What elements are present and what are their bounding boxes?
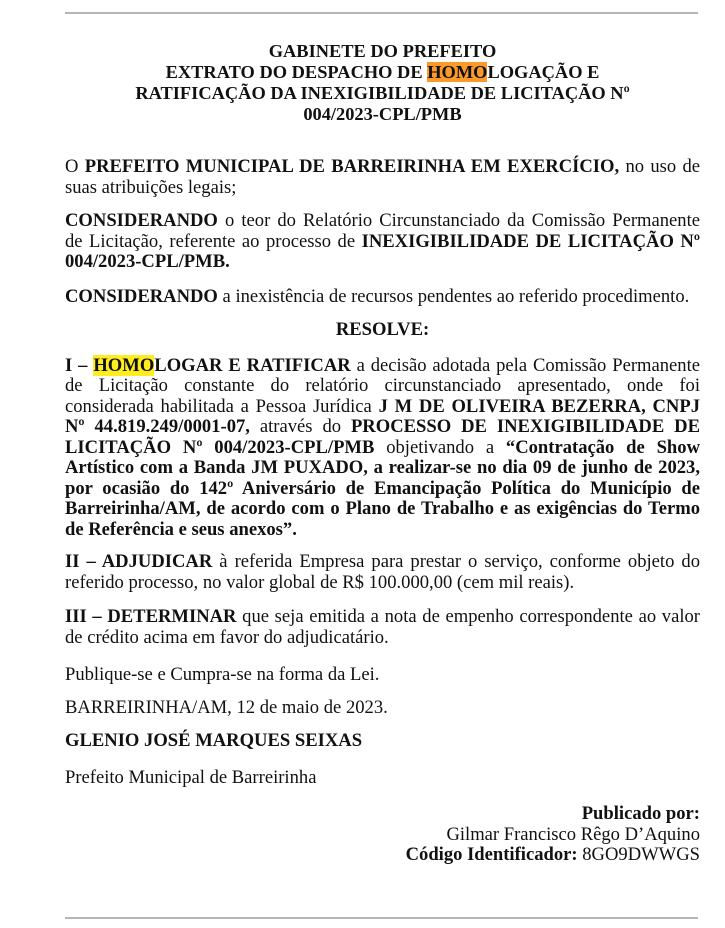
identifier-code-value: 8GO9DWWGS [577,844,700,865]
process-reference: INEXIGIBILIDADE DE LICITAÇÃO Nº 004/2023-CPL/PMB. [65,230,700,272]
title-text: LOGAÇÃO E [487,62,600,82]
considerando-paragraph-1 [65,211,700,273]
item-ii-paragraph [65,552,700,593]
bottom-divider [65,917,698,919]
title-line-3: RATIFICAÇÃO DA INEXIGIBILIDADE DE LICITAÇÃO Nº [135,83,630,103]
intro-prefix: O [65,156,85,177]
title-text: EXTRATO DO DESPACHO DE [165,62,428,82]
signer-role: Prefeito Municipal de Barreirinha [65,766,317,788]
considerando-label: CONSIDERANDO [65,210,218,231]
company-name: J M DE OLIVEIRA BEZERRA, CNPJ Nº 44.819.249/0001-07, [65,395,701,437]
item-iii-text: que seja emitida a nota de empenho correspondente ao valor de crédito acima em favor do adjudicatário. [65,606,700,648]
process-reference: PROCESSO DE INEXIGIBILIDADE DE LICITAÇÃO Nº 004/2023-CPL/PMB [65,416,700,458]
item-ii-action: II – ADJUDICAR [65,551,213,572]
signer-name: GLENIO JOSÉ MARQUES SEIXAS [65,730,363,751]
item-i-text: a decisão adotada pela Comissão Permanente de Licitação constante do relatório circunstanciado apresentado, onde foi considerada habilitada a Pessoa Jurídica [65,354,701,417]
intro-bold: PREFEITO MUNICIPAL DE BARREIRINHA EM EXERCÍCIO, [84,156,620,177]
document-page [65,41,700,866]
identifier-code [65,845,700,866]
contract-object: “Contratação de Show Artístico com a Banda JM PUXADO, a realizar-se no dia 09 de junho de 2023, por ocasião do 142º Aniversário de Emancipação Política do Município de Barreirinha/AM, de acordo com o Plano de Trabalho e as exigências do Termo de Referência e seus anexos”. [65,436,700,540]
considerando-paragraph-2 [65,287,700,308]
search-highlight: HOMO [93,354,155,376]
item-iii-paragraph [65,607,700,648]
intro-paragraph [65,157,700,198]
considerando-text: o teor do Relatório Circunstanciado da Comissão Permanente de Licitação, referente ao processo de [65,210,700,252]
considerando-label: CONSIDERANDO [65,285,218,307]
resolve-heading: RESOLVE: [335,319,430,340]
top-divider [65,12,698,14]
identifier-code-label: Código Identificador: [405,844,578,865]
item-i-prefix: I – [65,354,94,376]
search-highlight: HOMO [427,62,488,82]
considerando-text: a inexistência de recursos pendentes ao referido procedimento. [217,285,690,307]
item-i-text: através do [249,416,351,437]
title-line-2 [65,62,700,83]
publish-statement: Publique-se e Cumpra-se na forma da Lei. [65,664,380,685]
published-by-label [65,804,700,825]
place-date: BARREIRINHA/AM, 12 de maio de 2023. [65,696,388,718]
item-i-paragraph [65,356,700,541]
item-i-text: objetivando a [374,436,506,458]
document-title [65,41,700,125]
published-by-label-text: Publicado por: [581,803,700,824]
item-ii-text: à referida Empresa para prestar o serviço, conforme objeto do referido processo, no valor global de R$ 100.000,00 (cem mil reais). [65,551,700,593]
publication-footer [65,804,700,866]
item-iii-action: III – DETERMINAR [65,606,237,627]
title-line-1: GABINETE DO PREFEITO [268,41,497,61]
title-line-4: 004/2023-CPL/PMB [303,104,462,124]
publisher-name: Gilmar Francisco Rêgo D’Aquino [446,823,700,845]
intro-rest: no uso de suas atribuições legais; [65,156,701,198]
item-i-action: LOGAR E RATIFICAR [154,354,351,376]
